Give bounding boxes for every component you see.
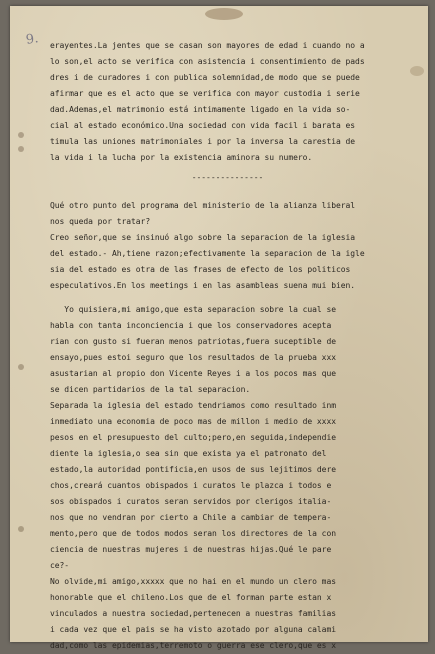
text-line: pesos en el presupuesto del culto;pero,en seguida,independie xyxy=(50,433,336,442)
text-line: chos,creará cuantos obispados i curatos le plazca i todos e xyxy=(50,481,332,490)
text-line: Creo señor,que se insinuó algo sobre la separacion de la iglesia xyxy=(50,233,356,242)
text-line: erayentes.La jentes que se casan son mayores de edad i cuando no a xyxy=(50,41,365,50)
text-line: No olvide,mi amigo,xxxxx que no hai en el mundo un clero mas xyxy=(50,577,336,586)
paragraph xyxy=(50,302,405,398)
divider-line xyxy=(50,170,405,186)
text-line: Qué otro punto del programa del ministerio de la alianza liberal xyxy=(50,201,356,210)
text-line: lo son,el acto se verifica con asistencia i consentimiento de pads xyxy=(50,57,365,66)
paragraph xyxy=(50,574,405,654)
text-line: dres i de curadores i con publica solemnidad,de modo que se puede xyxy=(50,73,360,82)
punch-hole xyxy=(18,526,24,532)
paragraph xyxy=(50,398,405,574)
text-line: nos que no vendran por cierto a Chile a cambiar de tempera- xyxy=(50,513,332,522)
text-line: inmediato una economia de poco mas de millon i medio de xxxx xyxy=(50,417,336,426)
text-line: asustarian al propio don Vicente Reyes i a los pocos mas que xyxy=(50,369,336,378)
page-number: 9. xyxy=(25,31,40,48)
text-line: Yo quisiera,mi amigo,que esta separacion sobre la cual se xyxy=(50,305,336,314)
text-line: estado,la autoridad pontificia,en usos de sus lejitimos dere xyxy=(50,465,336,474)
punch-hole xyxy=(18,132,24,138)
text-line: rian con gusto si fueran menos patriotas,fuera suceptible de xyxy=(50,337,336,346)
text-line: timula las uniones matrimoniales i por la inversa la carestia de xyxy=(50,137,356,146)
punch-hole xyxy=(18,364,24,370)
text-line: se dicen partidarios de la tal separacion. xyxy=(50,385,251,394)
text-line: sia del estado es otra de las frases de efecto de los politicos xyxy=(50,265,351,274)
text-line: sos obispados i curatos seran servidos por clerigos italia- xyxy=(50,497,332,506)
text-line: vinculados a nuestra sociedad,pertenecen a nuestras familias xyxy=(50,609,336,618)
text-line: afirmar que es el acto que se verifica con mayor custodia i serie xyxy=(50,89,360,98)
text-line: cial al estado económico.Una sociedad con vida facil i barata es xyxy=(50,121,356,130)
text-line: habla con tanta inconciencia i que los conservadores acepta xyxy=(50,321,332,330)
text-line: dad,como las epidemias,terremoto o guerra ese clero,que es x xyxy=(50,641,336,650)
document-page xyxy=(10,6,428,650)
text-line: especulativos.En los meetings i en las asambleas suena mui bien. xyxy=(50,281,356,290)
text-line: i cada vez que el pais se ha visto azotado por alguna calami xyxy=(50,625,336,634)
text-line: del estado.- Ah,tiene razon;efectivamente la separacion de la igle xyxy=(50,249,365,258)
typed-text-body xyxy=(50,38,405,654)
text-line: ce?- xyxy=(50,561,70,570)
text-line: la vida i la lucha por la existencia aminora su numero. xyxy=(50,153,313,162)
text-line: ensayo,pues estoi seguro que los resultados de la prueba xxx xyxy=(50,353,336,362)
text-line: --------------- xyxy=(191,173,264,182)
stain-right xyxy=(410,66,424,76)
text-line: dad.Ademas,el matrimonio está intimamente ligado en la vida so- xyxy=(50,105,351,114)
text-line: diente la iglesia,o sea sin que exista ya el patronato del xyxy=(50,449,327,458)
stain-top xyxy=(205,8,243,20)
text-line: honorable que el chileno.Los que de el forman parte estan x xyxy=(50,593,332,602)
text-line: mento,pero que de todos modos seran los directores de la con xyxy=(50,529,336,538)
text-line: Separada la iglesia del estado tendriamos como resultado inm xyxy=(50,401,336,410)
paragraph xyxy=(50,38,405,166)
paragraph xyxy=(50,230,405,294)
punch-hole xyxy=(18,146,24,152)
text-line: ciencia de nuestras mujeres i de nuestras hijas.Qué le pare xyxy=(50,545,332,554)
text-line: nos queda por tratar? xyxy=(50,217,151,226)
paragraph xyxy=(50,198,405,230)
